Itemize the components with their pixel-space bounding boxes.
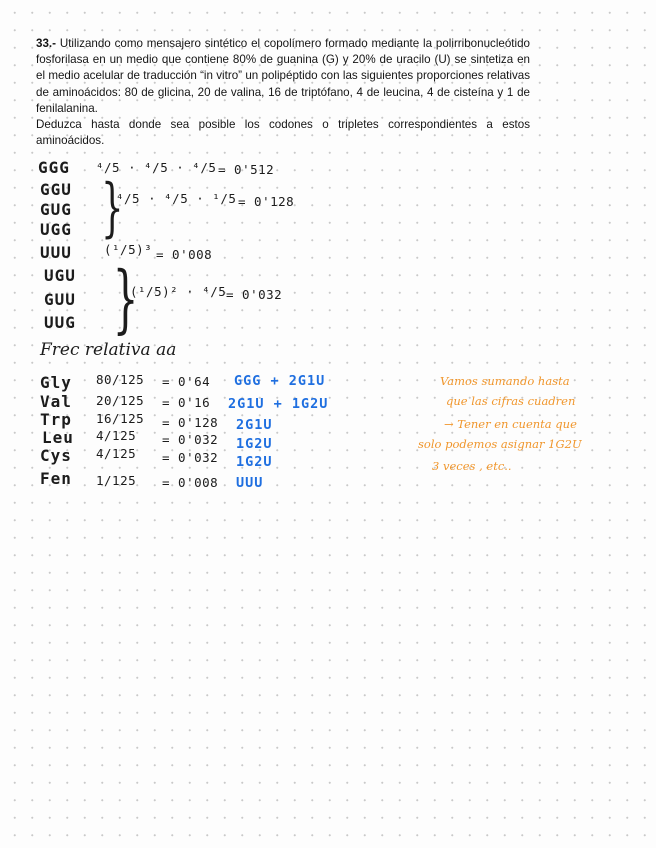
note-line-1: Vamos sumando hasta — [440, 374, 570, 388]
aa-fraction: 16/125 — [96, 411, 145, 426]
aa-codons: 2G1U + 1G2U — [228, 396, 329, 412]
codon-ggg: GGG — [38, 158, 70, 177]
problem-text: Utilizando como mensajero sintético el copolímero formado mediante la polirribonucleótido fosforilasa en un medio que contiene 80% de guanina (G) y 20% de uracilo (U) se sintetiza en el medio acelular de traducción “in vitro” un polipéptido con las siguientes proporciones relativas de aminoácidos: 80 de glicina, 20 de valina, 16 de triptófano, 4 de leucina, 4 de cisteína y 1 de fenilalanina. — [36, 37, 530, 115]
aa-name: Cys — [40, 446, 72, 465]
note-line-4: solo podemos asignar 1G2U — [418, 437, 582, 451]
problem-statement — [36, 36, 530, 149]
ggg-formula: ⁴/5 · ⁴/5 · ⁴/5 — [96, 160, 217, 175]
aa-name: Gly — [40, 373, 72, 392]
aa-name: Val — [40, 392, 72, 411]
uuu-result: = 0'008 — [156, 247, 213, 262]
aa-fraction: 4/125 — [96, 428, 137, 443]
group4-result: = 0'032 — [226, 287, 283, 302]
note-line-2: que las cifras cuadren — [446, 394, 576, 408]
aa-frequency: = 0'128 — [162, 415, 219, 430]
aa-fraction: 80/125 — [96, 372, 145, 387]
aa-frequency: = 0'64 — [162, 374, 211, 389]
aa-name: Trp — [40, 410, 72, 429]
problem-number: 33.- — [36, 37, 56, 50]
problem-question: Deduzca hasta donde sea posible los codones o tripletes correspondientes a estos aminoácidos. — [36, 118, 530, 148]
aa-frequency: = 0'008 — [162, 475, 219, 490]
note-line-3: → Tener en cuenta que — [444, 417, 577, 431]
uuu-formula: (¹/5)³ — [104, 242, 153, 257]
brace-group-four: } — [112, 256, 139, 342]
freq-heading: Frec relativa aa — [40, 340, 177, 360]
aa-name: Fen — [40, 469, 72, 488]
note-line-5: 3 veces , etc.. — [432, 459, 512, 473]
aa-codons: 1G2U — [236, 454, 273, 470]
codon-ugu: UGU — [44, 266, 76, 285]
group2-formula: ⁴/5 · ⁴/5 · ¹/5 — [116, 191, 237, 206]
codon-ggu: GGU — [40, 180, 72, 199]
group2-result: = 0'128 — [238, 194, 295, 209]
aa-frequency: = 0'16 — [162, 395, 211, 410]
codon-uug: UUG — [44, 313, 76, 332]
brace-group-two: } — [101, 171, 124, 245]
aa-codons: GGG + 2G1U — [234, 373, 326, 389]
aa-frequency: = 0'032 — [162, 450, 219, 465]
aa-name: Leu — [42, 428, 74, 447]
ggg-result: = 0'512 — [218, 162, 275, 177]
codon-gug: GUG — [40, 200, 72, 219]
aa-fraction: 1/125 — [96, 473, 137, 488]
aa-fraction: 4/125 — [96, 446, 137, 461]
aa-frequency: = 0'032 — [162, 432, 219, 447]
codon-uuu: UUU — [40, 243, 72, 262]
codon-guu: GUU — [44, 290, 76, 309]
group4-formula: (¹/5)² · ⁴/5 — [130, 284, 227, 299]
aa-codons: 2G1U — [236, 417, 273, 433]
codon-ugg: UGG — [40, 220, 72, 239]
aa-codons: 1G2U — [236, 436, 273, 452]
aa-fraction: 20/125 — [96, 393, 145, 408]
aa-codons: UUU — [236, 475, 264, 491]
